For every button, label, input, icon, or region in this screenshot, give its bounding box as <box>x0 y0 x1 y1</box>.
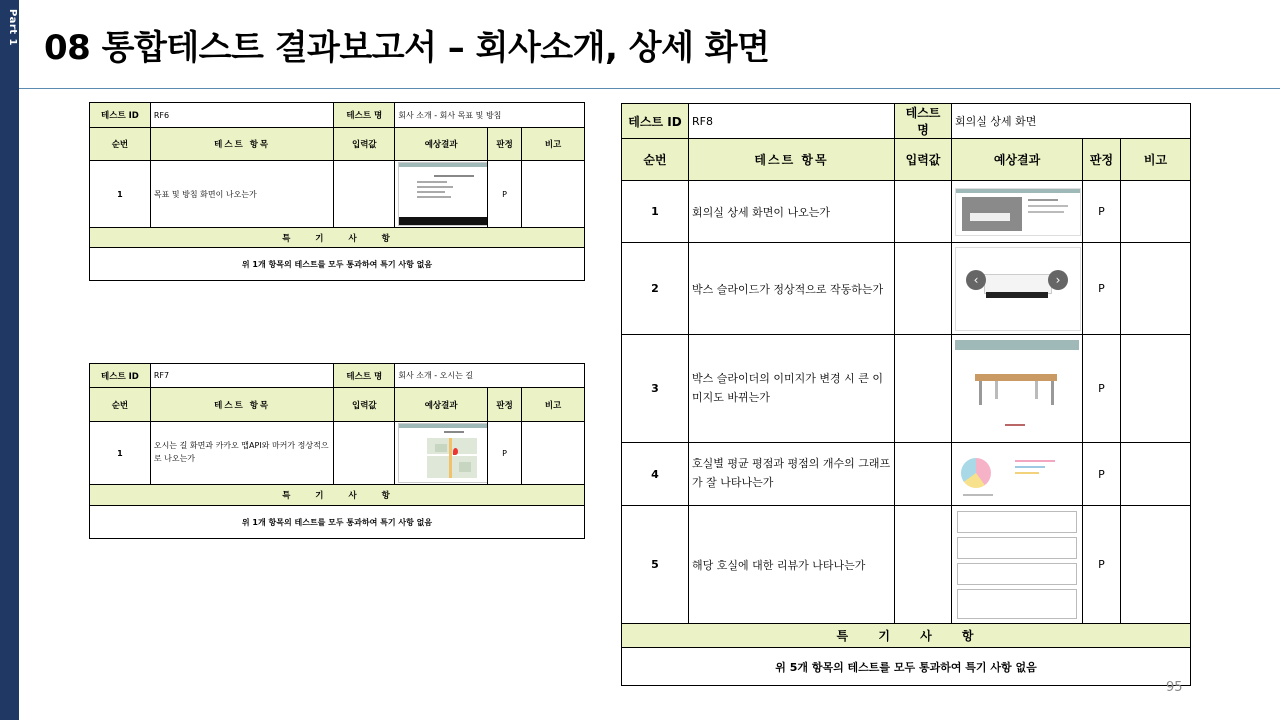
table-row <box>622 506 1191 624</box>
expected-screenshot-cell <box>952 335 1083 443</box>
map-screenshot <box>398 423 487 483</box>
row-item: 해당 호실에 대한 리뷰가 나타나는가 <box>689 506 895 624</box>
col-note-header: 비고 <box>1121 139 1191 181</box>
review-list-screenshot <box>955 509 1079 621</box>
col-seq-header: 순번 <box>90 388 151 422</box>
row-item: 목표 및 방침 화면이 나오는가 <box>150 161 334 228</box>
sidebar-part-label: Part 1 <box>6 9 18 46</box>
special-notes-header: 특 기 사 항 <box>90 228 585 248</box>
special-notes-header: 특 기 사 항 <box>90 485 585 506</box>
test-id-label: 테스트 ID <box>90 103 151 128</box>
row-seq: 2 <box>622 243 689 335</box>
row-note <box>1121 243 1191 335</box>
chevron-right-icon: › <box>1048 270 1068 290</box>
row-item: 오시는 길 화면과 카카오 맵API와 마커가 정상적으로 나오는가 <box>150 422 334 485</box>
row-result: P <box>488 422 522 485</box>
table-row <box>622 335 1191 443</box>
col-expected-header: 예상결과 <box>395 128 488 161</box>
test-table-rf8 <box>621 103 1191 686</box>
row-seq: 5 <box>622 506 689 624</box>
page-title: 08 통합테스트 결과보고서 – 회사소개, 상세 화면 <box>44 28 770 68</box>
col-input-header: 입력값 <box>334 128 395 161</box>
test-id-value: RF6 <box>150 103 334 128</box>
test-name-value: 회의실 상세 화면 <box>952 104 1191 139</box>
row-input <box>895 443 952 506</box>
expected-screenshot-cell <box>952 243 1083 335</box>
row-input <box>334 422 395 485</box>
col-input-header: 입력값 <box>895 139 952 181</box>
special-notes-text: 위 1개 항목의 테스트를 모두 통과하여 특기 사항 없음 <box>90 248 585 281</box>
row-note <box>1121 181 1191 243</box>
page-number: 95 <box>1166 680 1183 695</box>
row-result: P <box>488 161 522 228</box>
row-result: P <box>1083 443 1121 506</box>
room-detail-screenshot <box>955 188 1081 236</box>
row-input <box>895 506 952 624</box>
row-seq: 1 <box>622 181 689 243</box>
test-table-rf6 <box>89 102 585 281</box>
row-input <box>334 161 395 228</box>
test-name-label: 테스트 명 <box>334 103 395 128</box>
test-name-label: 테스트 명 <box>334 364 395 388</box>
col-expected-header: 예상결과 <box>952 139 1083 181</box>
col-item-header: 테스트 항목 <box>689 139 895 181</box>
row-seq: 1 <box>90 161 151 228</box>
test-name-value: 회사 소개 - 오시는 길 <box>395 364 585 388</box>
goal-policy-screenshot <box>398 162 487 226</box>
row-note <box>522 161 585 228</box>
row-note <box>522 422 585 485</box>
row-result: P <box>1083 181 1121 243</box>
row-result: P <box>1083 335 1121 443</box>
row-item: 회의실 상세 화면이 나오는가 <box>689 181 895 243</box>
col-seq-header: 순번 <box>90 128 151 161</box>
row-item: 호실별 평균 평점과 평점의 개수의 그래프가 잘 나타나는가 <box>689 443 895 506</box>
col-expected-header: 예상결과 <box>395 388 488 422</box>
table-row <box>90 161 585 228</box>
col-input-header: 입력값 <box>334 388 395 422</box>
row-result: P <box>1083 506 1121 624</box>
test-id-label: 테스트 ID <box>90 364 151 388</box>
col-item-header: 테스트 항목 <box>150 388 334 422</box>
row-input <box>895 335 952 443</box>
special-notes-text: 위 5개 항목의 테스트를 모두 통과하여 특기 사항 없음 <box>622 648 1191 686</box>
test-id-value: RF7 <box>150 364 334 388</box>
title-divider <box>19 88 1280 89</box>
test-id-label: 테스트 ID <box>622 104 689 139</box>
row-note <box>1121 443 1191 506</box>
col-result-header: 판정 <box>488 128 522 161</box>
chevron-left-icon: ‹ <box>966 270 986 290</box>
row-result: P <box>1083 243 1121 335</box>
expected-screenshot-cell <box>395 422 488 485</box>
table-row <box>622 243 1191 335</box>
row-input <box>895 181 952 243</box>
row-note <box>1121 506 1191 624</box>
row-seq: 3 <box>622 335 689 443</box>
row-seq: 4 <box>622 443 689 506</box>
col-note-header: 비고 <box>522 388 585 422</box>
test-table-rf7 <box>89 363 585 539</box>
expected-screenshot-cell <box>952 443 1083 506</box>
col-result-header: 판정 <box>1083 139 1121 181</box>
col-result-header: 판정 <box>488 388 522 422</box>
col-seq-header: 순번 <box>622 139 689 181</box>
col-note-header: 비고 <box>522 128 585 161</box>
table-row <box>90 422 585 485</box>
test-id-value: RF8 <box>689 104 895 139</box>
col-item-header: 테스트 항목 <box>150 128 334 161</box>
row-seq: 1 <box>90 422 151 485</box>
rating-chart-screenshot <box>955 446 1079 502</box>
row-item: 박스 슬라이드가 정상적으로 작동하는가 <box>689 243 895 335</box>
slider-big-image-screenshot <box>955 340 1079 438</box>
special-notes-header: 특 기 사 항 <box>622 624 1191 648</box>
expected-screenshot-cell <box>952 506 1083 624</box>
row-input <box>895 243 952 335</box>
sidebar-bar <box>0 0 19 720</box>
test-name-label: 테스트 명 <box>895 104 952 139</box>
special-notes-text: 위 1개 항목의 테스트를 모두 통과하여 특기 사항 없음 <box>90 506 585 539</box>
expected-screenshot-cell <box>952 181 1083 243</box>
row-item: 박스 슬라이더의 이미지가 변경 시 큰 이미지도 바뀌는가 <box>689 335 895 443</box>
row-note <box>1121 335 1191 443</box>
slider-screenshot <box>955 247 1081 331</box>
test-name-value: 회사 소개 - 회사 목표 및 방침 <box>395 103 585 128</box>
expected-screenshot-cell <box>395 161 488 228</box>
table-row <box>622 443 1191 506</box>
table-row <box>622 181 1191 243</box>
